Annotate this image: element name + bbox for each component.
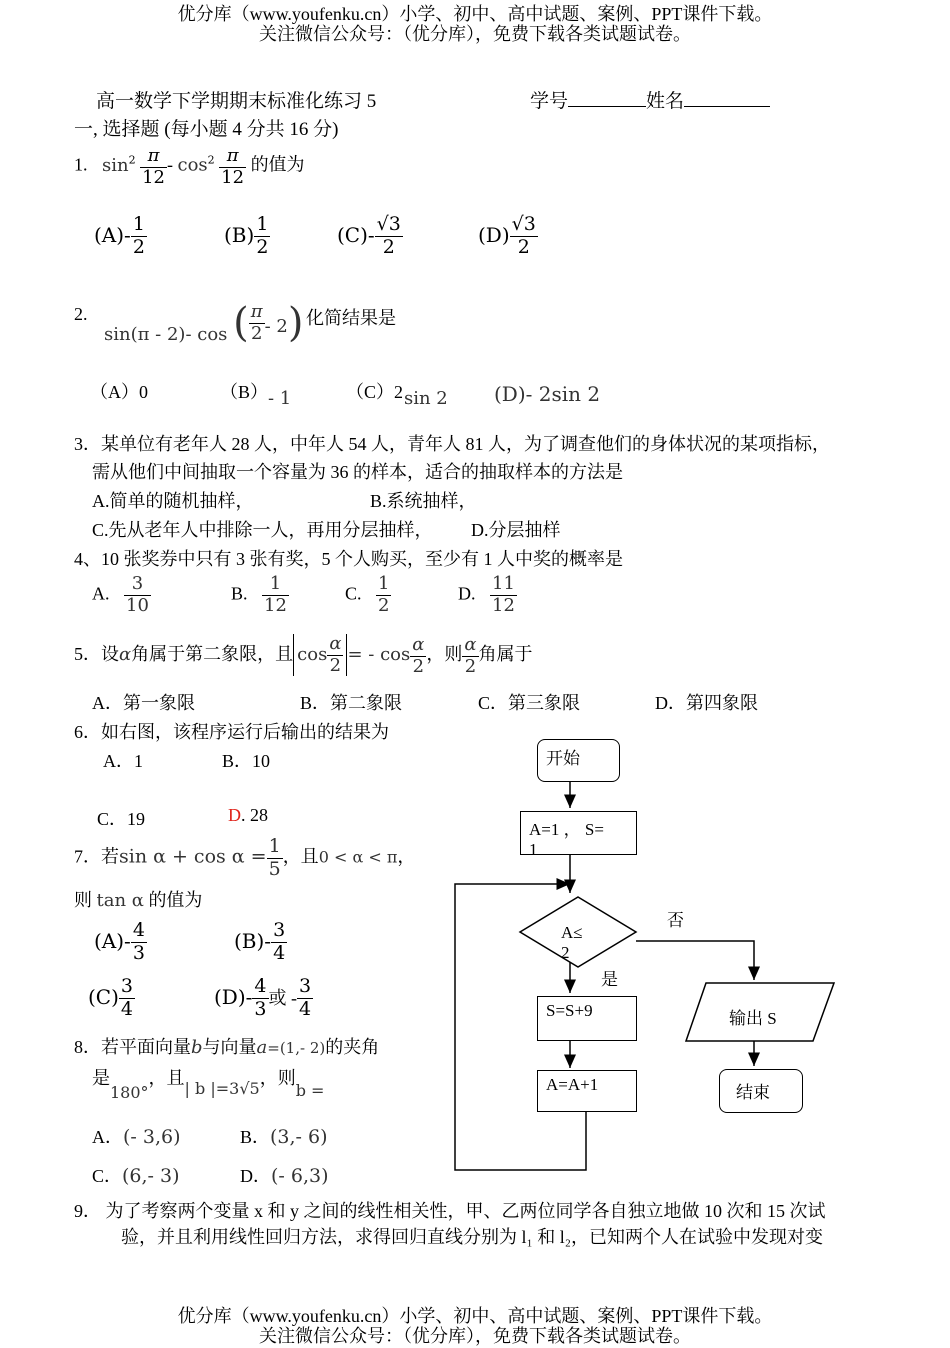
q5-mid2: ，则 bbox=[426, 644, 463, 665]
q4-opt-a-label: A. bbox=[92, 583, 110, 604]
q7-prefix: 7．若 bbox=[74, 846, 119, 867]
q1-opt-b-den: 2 bbox=[256, 235, 269, 258]
q7-opt-d-or: 或 - bbox=[268, 987, 297, 1008]
q7-num: 1 bbox=[268, 835, 281, 857]
q7-cond: 0 < α < π bbox=[318, 847, 398, 867]
q8-vec-a: a bbox=[256, 1037, 268, 1058]
q2-inner-tail: - 2 bbox=[264, 316, 288, 337]
q1-pi-1: π bbox=[140, 146, 167, 168]
flowchart-cond-line2: 2 bbox=[561, 943, 570, 962]
flowchart-cond-line1: A≤ bbox=[561, 923, 583, 942]
q8-opt-c-value: (6,- 3) bbox=[122, 1165, 180, 1187]
q7-line2-prefix: 则 bbox=[74, 890, 92, 910]
q7-den: 5 bbox=[268, 857, 281, 880]
footer-line-2: 关注微信公众号：（优分库），免费下载各类试题试卷。 bbox=[259, 1326, 691, 1346]
q2-number: 2. bbox=[74, 304, 88, 324]
q4-opt-b-num: 1 bbox=[262, 574, 289, 596]
q6-option-a: A．1 bbox=[103, 751, 143, 771]
q8-opt-a-value: (- 3,6) bbox=[123, 1126, 181, 1148]
q5-rhs-alpha: α bbox=[412, 633, 425, 655]
q1-sin: sin bbox=[102, 154, 129, 176]
q2-inner-num: π bbox=[250, 300, 263, 322]
flowchart-yes-label: 是 bbox=[601, 970, 618, 989]
q4-opt-d-num: 11 bbox=[492, 573, 515, 594]
q3-option-a: A.简单的随机抽样， bbox=[92, 491, 254, 511]
q8-opt-d-value: (- 6,3) bbox=[271, 1165, 329, 1187]
q5-option-b: B．第二象限 bbox=[300, 693, 403, 713]
q7-opt-a-den: 3 bbox=[132, 941, 145, 964]
q6-text: 6．如右图，该程序运行后输出的结果为 bbox=[74, 722, 389, 742]
q4-text: 4、10 张奖券中只有 3 张有奖，5 个人购买，至少有 1 人中奖的概率是 bbox=[74, 549, 623, 569]
q8-bnorm: | b |=3√5 bbox=[184, 1079, 260, 1098]
q1-opt-b-num: 1 bbox=[256, 213, 269, 235]
flowchart-update-a-label: A=A+1 bbox=[546, 1075, 599, 1094]
q3-line-1: 3．某单位有老年人 28 人，中年人 54 人，青年人 81 人，为了调查他们的身体状况的某项指标， bbox=[74, 434, 830, 454]
q7-opt-d-num1: 4 bbox=[254, 975, 267, 997]
q1-opt-c-num: √3 bbox=[376, 213, 401, 235]
q8-prefix: 8．若平面向量 bbox=[74, 1037, 191, 1057]
q5-suffix: 角属于 bbox=[478, 644, 533, 665]
q2-expr-main: sin(π - 2)- cos bbox=[104, 324, 228, 345]
q8-vec-b: b bbox=[191, 1037, 203, 1058]
q1-pow-2: 2 bbox=[207, 153, 215, 167]
q8-mid1: 与向量 bbox=[202, 1037, 257, 1057]
q3-option-c: C.先从老年人中排除一人，再用分层抽样， bbox=[92, 520, 433, 540]
q5-rhs-two: 2 bbox=[412, 655, 425, 677]
q5-alpha: α bbox=[119, 644, 132, 666]
q2-option-a: （A）0 bbox=[90, 382, 148, 402]
q8-suffix: 的夹角 bbox=[325, 1037, 380, 1057]
q6-option-b: B．10 bbox=[222, 751, 271, 771]
q2-inner-den: 2 bbox=[250, 322, 263, 344]
q1-opt-d-den: 2 bbox=[517, 235, 530, 258]
flowchart-update-s-label: S=S+9 bbox=[546, 1001, 593, 1020]
q1-opt-b-label: (B) bbox=[224, 222, 255, 247]
q2-option-b: （B） bbox=[220, 382, 269, 402]
q7-opt-c-label: (C) bbox=[88, 984, 119, 1009]
q7-tan: tan α bbox=[96, 890, 144, 911]
q2-suffix: 化简结果是 bbox=[306, 308, 396, 328]
q8-opt-a-label: A． bbox=[92, 1127, 123, 1147]
flowchart-init-line1: A=1 ， S= bbox=[529, 820, 604, 839]
q5-abs-two: 2 bbox=[329, 654, 342, 676]
q8-mid3: ，则 bbox=[259, 1068, 296, 1088]
q4-opt-c-num: 1 bbox=[378, 573, 390, 594]
q7-comma: ， bbox=[397, 846, 416, 867]
q8-beq: b = bbox=[295, 1081, 325, 1100]
q4-opt-d-label: D. bbox=[458, 583, 476, 604]
q5-abs-cos: cos bbox=[297, 644, 328, 666]
q4-opt-a-den: 10 bbox=[126, 594, 149, 616]
flowchart-init-line2: 1 bbox=[529, 840, 538, 859]
q5-option-d: D．第四象限 bbox=[655, 693, 758, 713]
q5-half-two: 2 bbox=[464, 655, 477, 677]
q7-opt-c-num: 3 bbox=[120, 975, 134, 997]
q8-line2-prefix: 是 bbox=[92, 1068, 110, 1088]
q8-mid2: ，且 bbox=[148, 1068, 185, 1088]
q1-opt-a-den: 2 bbox=[132, 235, 145, 258]
q4-opt-c-den: 2 bbox=[378, 594, 390, 616]
q5-option-a: A．第一象限 bbox=[92, 693, 195, 713]
q7-opt-c-den: 4 bbox=[120, 997, 134, 1020]
q7-opt-b-label: (B)- bbox=[234, 928, 272, 953]
q2-option-d: (D)- 2sin 2 bbox=[494, 382, 601, 406]
flowchart-output-label: 输出 S bbox=[729, 1009, 777, 1028]
q7-opt-d-label: (D)- bbox=[214, 984, 253, 1009]
q4-opt-b-den: 12 bbox=[264, 594, 287, 616]
q1-cos: cos bbox=[177, 154, 208, 176]
flowchart-update-s bbox=[537, 996, 637, 1041]
flowchart-init bbox=[520, 811, 637, 859]
q6-option-d-letter: D bbox=[228, 805, 241, 825]
q2-expression: sin(π - 2)- cos ( $\frac{\pi}{2}$ - 2) bbox=[104, 300, 304, 346]
q1-opt-c-den: 2 bbox=[382, 235, 395, 258]
q5-eq: = - cos bbox=[347, 644, 411, 666]
header-line-2: 关注微信公众号：（优分库），免费下载各类试题试卷。 bbox=[259, 24, 691, 44]
arrow-cond-to-output bbox=[636, 941, 754, 980]
q7-opt-d-den2: 4 bbox=[299, 997, 312, 1020]
q2-option-b-value: - 1 bbox=[268, 388, 292, 409]
footer-line-1: 优分库（www.youfenku.cn）小学、初中、高中试题、案例、PPT课件下载。 bbox=[177, 1306, 773, 1326]
q8-opt-b-label: B． bbox=[240, 1127, 271, 1147]
q7-opt-b-den: 4 bbox=[273, 941, 286, 964]
q1-suffix: 的值为 bbox=[250, 154, 305, 175]
page-title: 高一数学下学期期末标准化练习 5 bbox=[96, 91, 377, 112]
q2-option-c: （C）2 bbox=[346, 382, 404, 402]
header-line-1: 优分库（www.youfenku.cn）小学、初中、高中试题、案例、PPT课件下载。 bbox=[177, 4, 773, 24]
q8-opt-c-label: C． bbox=[92, 1166, 123, 1186]
q1-opt-c-label: (C)- bbox=[337, 222, 375, 247]
q5-mid1: 角属于第二象限，且 bbox=[131, 644, 294, 665]
q8-avec: =(1,- 2) bbox=[267, 1039, 326, 1057]
flowchart-start-label: 开始 bbox=[546, 749, 580, 768]
q7-opt-d-den1: 3 bbox=[254, 997, 267, 1020]
q8-opt-d-label: D． bbox=[240, 1166, 271, 1186]
q7-opt-b-num: 3 bbox=[273, 919, 286, 941]
q4-opt-b-label: B. bbox=[231, 583, 248, 604]
q2-option-c-value: sin 2 bbox=[404, 388, 448, 409]
q4-opt-a-num: 3 bbox=[124, 574, 151, 596]
q1-opt-d-num: √3 bbox=[511, 213, 536, 235]
q6-option-c: C．19 bbox=[97, 809, 146, 829]
q8-opt-b-value: (3,- 6) bbox=[270, 1126, 328, 1148]
q4-opt-c-label: C. bbox=[345, 583, 362, 604]
q1-pow-1: 2 bbox=[128, 153, 136, 167]
q1-pi-2: π bbox=[219, 146, 246, 168]
section-heading: 一, 选择题 (每小题 4 分共 16 分) bbox=[74, 119, 339, 140]
q7-opt-d-num2: 3 bbox=[299, 975, 312, 997]
q3-line-2: 需从他们中间抽取一个容量为 36 的样本，适合的抽取样本的方法是 bbox=[92, 462, 623, 482]
q8-angle: 180° bbox=[110, 1083, 149, 1102]
q1-opt-a-label: (A)- bbox=[94, 222, 131, 247]
q4-opt-d-den: 12 bbox=[492, 594, 515, 616]
q5-prefix: 5．设 bbox=[74, 644, 119, 665]
q7-opt-a-label: (A)- bbox=[94, 928, 131, 953]
flowchart-end bbox=[719, 1069, 803, 1113]
flowchart-start bbox=[537, 739, 620, 782]
q6-option-d-value: . 28 bbox=[241, 805, 268, 825]
q9-line-1: 9． 为了考察两个变量 x 和 y 之间的线性相关性，甲、乙两位同学各自独立地做 10 次和 15 次试 bbox=[74, 1201, 826, 1221]
q5-abs-alpha: α bbox=[329, 633, 342, 654]
q1-opt-d-label: (D) bbox=[478, 222, 510, 247]
student-id-label: 学号 bbox=[530, 91, 569, 112]
q7-mid: ，且 bbox=[282, 846, 319, 867]
q1-den-2: 12 bbox=[221, 166, 245, 188]
flowchart-condition bbox=[561, 923, 583, 963]
q3-option-d: D.分层抽样 bbox=[471, 520, 561, 540]
flowchart-end-label: 结束 bbox=[736, 1083, 770, 1102]
q5-option-c: C．第三象限 bbox=[478, 693, 581, 713]
q7-line2-suffix: 的值为 bbox=[148, 890, 203, 910]
q7-expr: sin α + cos α = bbox=[119, 845, 267, 868]
q3-option-b: B.系统抽样， bbox=[370, 491, 477, 511]
q1-number: 1. bbox=[74, 154, 88, 175]
flowchart-update-a bbox=[537, 1070, 637, 1112]
q9-line-2: 验，并且利用线性回归方法，求得回归直线分别为 l₁ 和 l₂，已知两个人在试验中发现对变 bbox=[121, 1227, 824, 1247]
student-name-label: 姓名 bbox=[646, 91, 685, 112]
q1-minus: - bbox=[167, 154, 173, 175]
q7-opt-a-num: 4 bbox=[132, 919, 145, 941]
q5-half-alpha: α bbox=[464, 633, 477, 655]
flowchart-no-label: 否 bbox=[667, 911, 684, 930]
q1-den-1: 12 bbox=[142, 166, 165, 188]
q1-opt-a-num: 1 bbox=[132, 213, 145, 235]
